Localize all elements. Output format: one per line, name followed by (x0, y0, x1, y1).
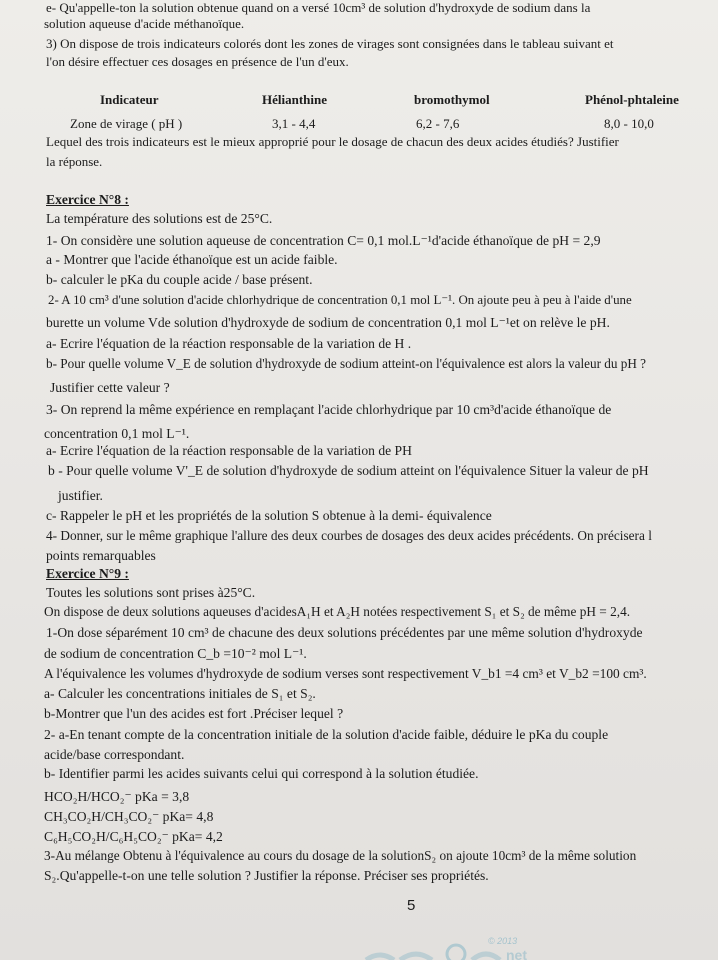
exercise-8-line: c- Rappeler le pH et les propriétés de la solution S obtenue à la demi- équivalence (46, 508, 492, 523)
exercise-9-line: b-Montrer que l'un des acides est fort .Préciser lequel ? (44, 706, 344, 721)
exercise-8-line: 2- A 10 cm³ d'une solution d'acide chlorhydrique de concentration 0,1 mol L⁻¹. On ajoute peu à peu à l'aide d'une (48, 293, 632, 307)
exercise-9-line: C₆H₅CO₂H/C₆H₅CO₂⁻ pKa= 4,2 (44, 829, 223, 844)
exercise-8-line: a- Ecrire l'équation de la réaction responsable de la variation de H . (46, 336, 412, 351)
page-number: 5 (407, 897, 416, 914)
watermark-year: © 2013 (488, 936, 518, 946)
table-cell-bromothymol: 6,2 - 7,6 (416, 116, 460, 131)
exercise-8-line: points remarquables (46, 548, 156, 563)
table-header-indicateur: Indicateur (100, 92, 159, 107)
exercise-9-line: S₂.Qu'appelle-t-on une telle solution ? Justifier la réponse. Préciser ses propriétés. (44, 868, 489, 883)
exercise-8-line: 4- Donner, sur le même graphique l'allure des deux courbes de dosages des deux acides précédents. On précisera l (46, 528, 652, 543)
table-header-helianthine: Hélianthine (262, 92, 328, 107)
exercise-8-line: Justifier cette valeur ? (50, 380, 170, 395)
exercise-9-line: On dispose de deux solutions aqueuses d'acidesA₁H et A₂H notées respectivement S₁ et S₂ de même pH = 2,4. (44, 604, 631, 619)
exercise-9-line: acide/base correspondant. (44, 747, 185, 762)
table-header-bromothymol: bromothymol (414, 92, 490, 107)
exercise-9-line: 2- a-En tenant compte de la concentration initiale de la solution d'acide faible, déduire le pKa du couple (44, 727, 609, 742)
exercise-9-line: HCO₂H/HCO₂⁻ pKa = 3,8 (44, 789, 190, 804)
exercise-8-title: Exercice N°8 : (46, 192, 129, 207)
intro-line-1: e- Qu'appelle-ton la solution obtenue quand on a versé 10cm³ de solution d'hydroxyde de sodium dans la (46, 0, 591, 15)
exercise-9-line: b- Identifier parmi les acides suivants celui qui correspond à la solution étudiée. (44, 766, 479, 781)
exercise-8-line: a- Ecrire l'équation de la réaction responsable de la variation de PH (46, 443, 412, 458)
exercise-8-line: La température des solutions est de 25°C. (46, 211, 273, 226)
svg-text:net: net (506, 947, 527, 960)
exercise-9-line: de sodium de concentration C_b =10⁻² mol L⁻¹. (44, 646, 307, 661)
intro-line-3: 3) On dispose de trois indicateurs colorés dont les zones de virages sont consignées dans le tableau suivant et (46, 36, 614, 51)
exercise-8-line: 3- On reprend la même expérience en remplaçant l'acide chlorhydrique par 10 cm³d'acide éthanoïque de (46, 402, 612, 417)
exercise-8-line: b- Pour quelle volume V_E de solution d'hydroxyde de sodium atteint-on l'équivalence est alors la valeur du pH ? (46, 356, 647, 371)
question3-line-2: la réponse. (46, 154, 103, 169)
exercise-9-title: Exercice N°9 : (46, 566, 129, 581)
question3-line-1: Lequel des trois indicateurs est le mieux approprié pour le dosage de chacun des deux acides étudiés? Justifier (46, 134, 619, 149)
table-cell-zone-label: Zone de virage ( pH ) (70, 116, 183, 131)
exercise-8-line: concentration 0,1 mol L⁻¹. (44, 426, 190, 441)
exercise-8-line: b- calculer le pKa du couple acide / base présent. (46, 272, 313, 287)
table-cell-helianthine: 3,1 - 4,4 (272, 116, 316, 131)
intro-line-4: l'on désire effectuer ces dosages en présence de l'un d'eux. (46, 54, 349, 69)
exercise-9-line: 3-Au mélange Obtenu à l'équivalence au cours du dosage de la solutionS₂ on ajoute 10cm³ de la même solution (44, 848, 637, 863)
exercise-8-line: 1- On considère une solution aqueuse de concentration C= 0,1 mol.L⁻¹d'acide éthanoïque de pH = 2,9 (46, 233, 601, 248)
exercise-9-line: CH₃CO₂H/CH₃CO₂⁻ pKa= 4,8 (44, 809, 214, 824)
exercise-9-line: A l'équivalence les volumes d'hydroxyde de sodium verses sont respectivement V_b1 =4 cm³ et V_b2 =100 cm³. (44, 666, 647, 681)
exercise-9-line: 1-On dose séparément 10 cm³ de chacune des deux solutions précédentes par une même solution d'hydroxyde (46, 625, 643, 640)
exercise-8-line: a - Montrer que l'acide éthanoïque est un acide faible. (46, 252, 338, 267)
table-cell-phenolphtaleine: 8,0 - 10,0 (604, 116, 654, 131)
exercise-8-line: burette un volume Vde solution d'hydroxyde de sodium de concentration 0,1 mol L⁻¹et on relève le pH. (46, 315, 610, 330)
table-header-phenolphtaleine: Phénol-phtaleine (585, 92, 679, 107)
watermark-logo (360, 934, 560, 960)
intro-line-2: solution aqueuse d'acide méthanoïque. (44, 16, 245, 31)
exercise-8-line: justifier. (58, 488, 103, 503)
exercise-9-line: a- Calculer les concentrations initiales de S₁ et S₂. (44, 686, 316, 701)
exercise-8-line: b - Pour quelle volume V'_E de solution d'hydroxyde de sodium atteint on l'équivalence Situer la valeur de pH (48, 463, 649, 478)
exercise-9-line: Toutes les solutions sont prises à25°C. (46, 585, 256, 600)
